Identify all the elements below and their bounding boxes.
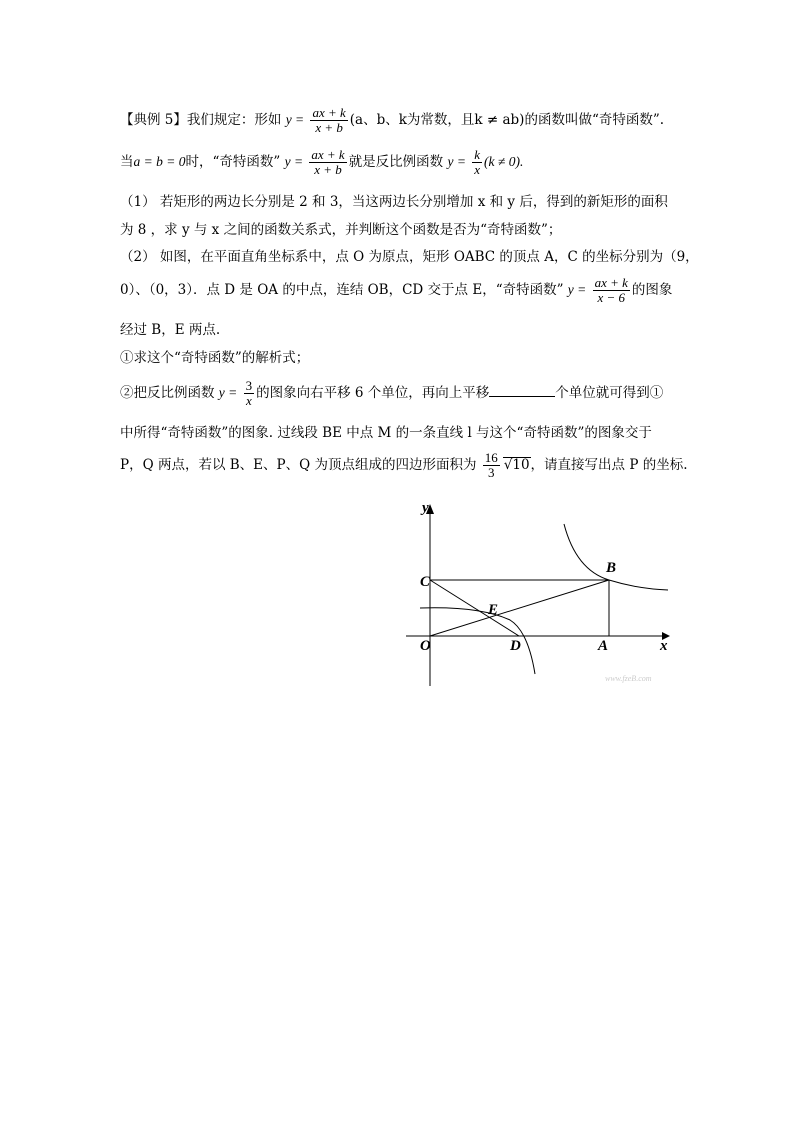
sub-question-1: ①求这个“奇特函数”的解析式； bbox=[120, 350, 310, 366]
coordinate-figure bbox=[400, 496, 680, 686]
text: P，Q 两点，若以 B、E、P、Q 为顶点组成的四边形面积为 bbox=[120, 457, 477, 473]
text: 时，“奇特函数” bbox=[185, 154, 281, 170]
question-1-line-b: 为 8 ，求 y 与 x 之间的函数关系式，并判断这个函数是否为“奇特函数”； bbox=[120, 222, 562, 238]
fraction-denominator: x − 6 bbox=[597, 290, 625, 305]
sub-question-2-line-c bbox=[120, 451, 688, 480]
fraction-denominator: x bbox=[245, 393, 252, 408]
text: 的图象向右平移 6 个单位，再向上平移 bbox=[256, 385, 490, 401]
label-C: C bbox=[420, 574, 431, 590]
math-text: (k ≠ 0). bbox=[484, 154, 524, 169]
text: ②把反比例函数 bbox=[120, 385, 215, 401]
fraction bbox=[483, 451, 500, 480]
fraction bbox=[472, 148, 482, 177]
radicand: 10 bbox=[512, 457, 530, 473]
label-E: E bbox=[488, 602, 499, 618]
fraction bbox=[593, 276, 630, 305]
fraction-numerator: ax + k bbox=[312, 105, 346, 120]
text: 0）、（0，3）．点 D 是 OA 的中点，连结 OB，CD 交于点 E，“奇特函数” bbox=[120, 282, 564, 298]
fraction-numerator: 16 bbox=[484, 450, 498, 465]
label-x: x bbox=[660, 638, 668, 654]
sub-question-2-line-b: 中所得“奇特函数”的图象. 过线段 BE 中点 M 的一条直线 l 与这个“奇特函数”的图象交于 bbox=[120, 425, 652, 441]
math-y: y = bbox=[284, 154, 304, 169]
fraction bbox=[309, 148, 346, 177]
math-y: y = bbox=[218, 385, 238, 400]
text: 个单位就可得到① bbox=[555, 385, 664, 401]
square-root: √10 bbox=[503, 457, 530, 473]
text: 当 bbox=[120, 154, 134, 170]
fraction bbox=[310, 106, 347, 135]
math-y: y = bbox=[285, 112, 305, 127]
label-B: B bbox=[606, 560, 617, 576]
sub-question-2-line-a bbox=[120, 379, 663, 408]
text: (a、b、k为常数，且k ≠ ab)的函数叫做“奇特函数”. bbox=[349, 112, 665, 128]
fraction-denominator: x bbox=[474, 162, 481, 177]
answer-blank[interactable] bbox=[489, 383, 555, 397]
question-2-line-c: 经过 B，E 两点. bbox=[120, 322, 221, 338]
fraction-numerator: ax + k bbox=[594, 275, 628, 290]
text: 就是反比例函数 bbox=[348, 154, 444, 170]
label-A: A bbox=[598, 638, 609, 654]
text: 的图象 bbox=[631, 282, 673, 298]
question-2-line-a: （2） 如图，在平面直角坐标系中，点 O 为原点，矩形 OABC 的顶点 A，C 的坐标分别为（9， bbox=[120, 249, 699, 265]
math-y: y = bbox=[567, 282, 587, 297]
fraction-numerator: k bbox=[474, 147, 481, 162]
fraction bbox=[244, 379, 255, 408]
problem-header-line bbox=[120, 106, 664, 135]
fraction-denominator: 3 bbox=[488, 465, 495, 480]
fraction-numerator: ax + k bbox=[311, 147, 345, 162]
label-O: O bbox=[420, 638, 431, 654]
question-2-line-b bbox=[120, 276, 672, 305]
fraction-denominator: x + b bbox=[314, 162, 342, 177]
fraction-denominator: x + b bbox=[315, 120, 343, 135]
math-y: y = bbox=[447, 154, 466, 169]
question-1-line-a: （1） 若矩形的两边长分别是 2 和 3，当这两边长分别增加 x 和 y 后，得到的新矩形的面积 bbox=[120, 194, 668, 210]
text: ，请直接写出点 P 的坐标. bbox=[530, 457, 688, 473]
label-D: D bbox=[510, 638, 521, 654]
text: 我们规定：形如 bbox=[186, 112, 282, 128]
example-bracket: 【典例 5】 bbox=[120, 112, 187, 128]
math-condition: a = b = 0 bbox=[133, 154, 186, 169]
watermark: www.fzeB.com bbox=[605, 674, 652, 683]
label-y: y bbox=[422, 500, 429, 516]
fraction-numerator: 3 bbox=[245, 378, 253, 393]
definition-line bbox=[120, 148, 523, 177]
